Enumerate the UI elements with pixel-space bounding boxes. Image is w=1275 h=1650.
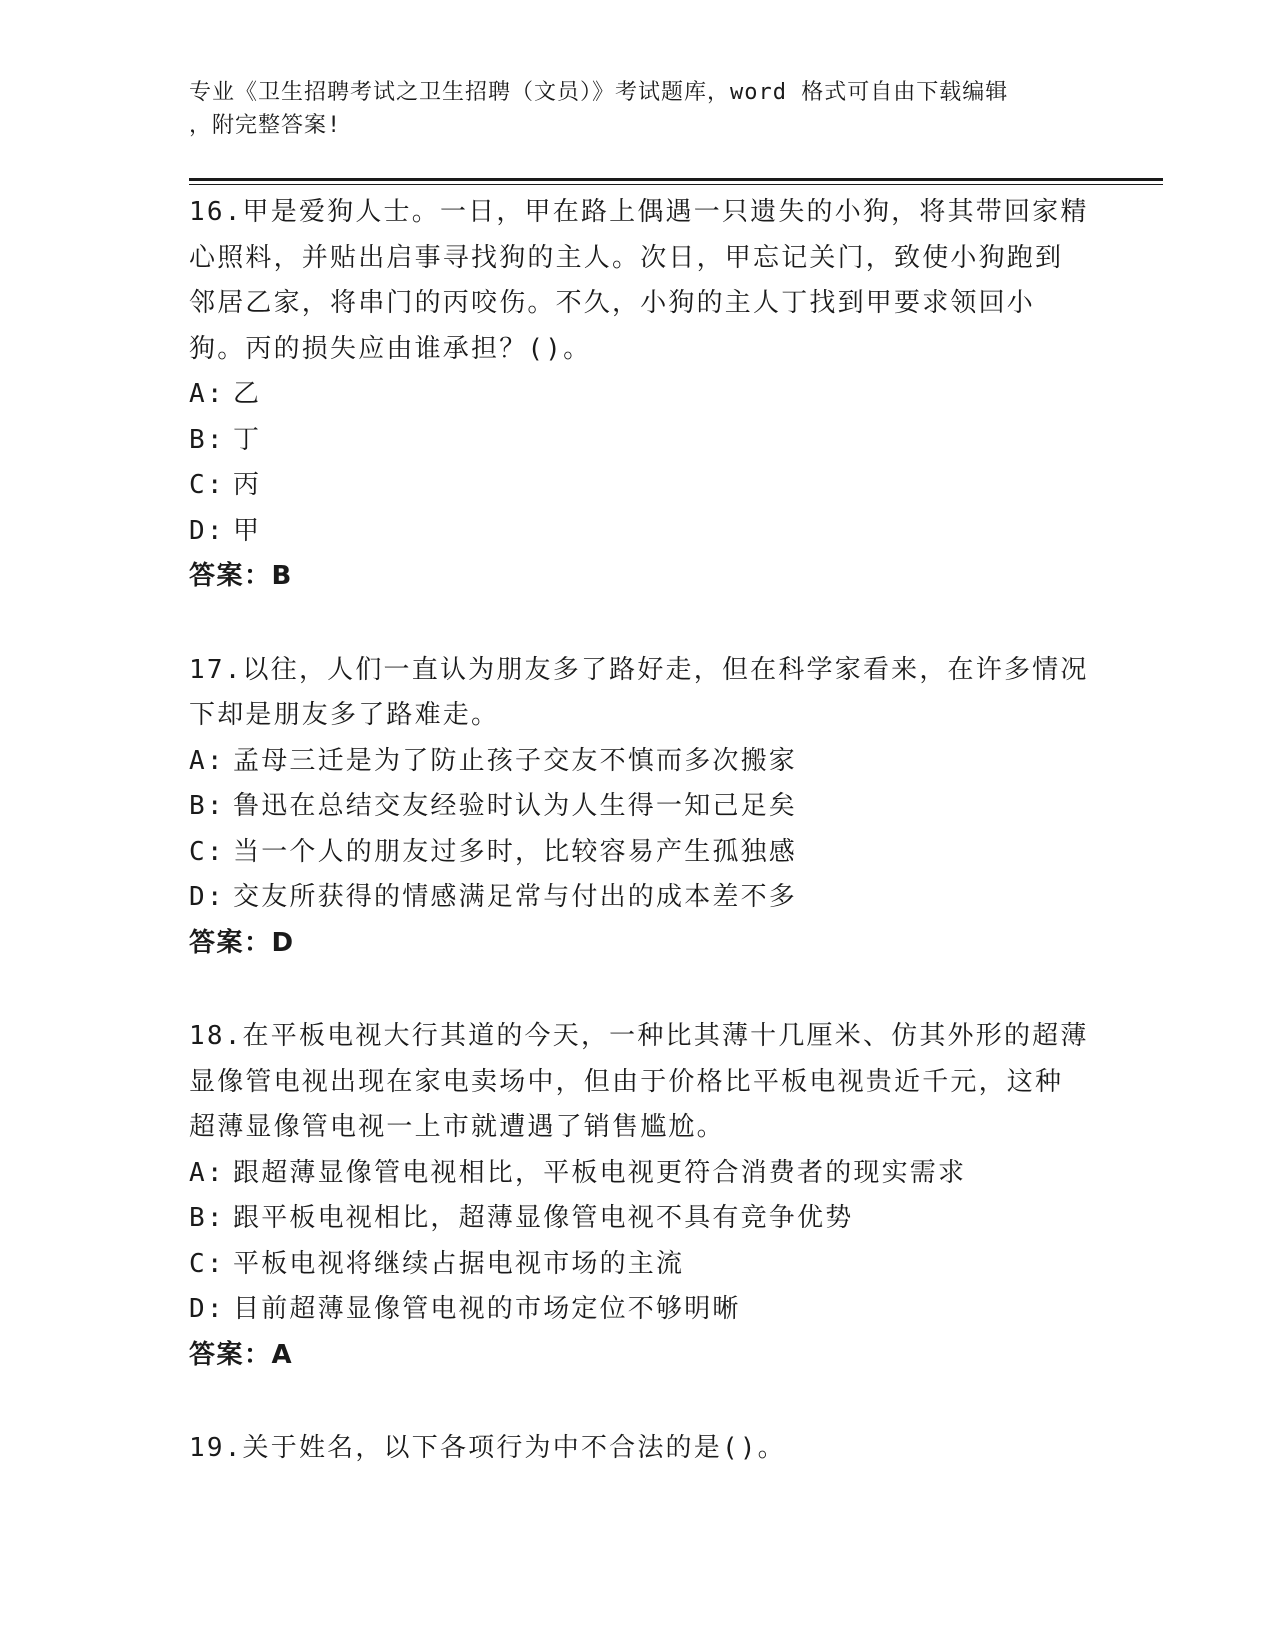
option-b [189, 1196, 1089, 1242]
option-letter: A: [189, 1157, 225, 1188]
question-17 [189, 648, 1089, 967]
option-a [189, 739, 1089, 785]
option-text: 孟母三迁是为了防止孩子交友不慎而多次搬家 [233, 745, 798, 776]
option-d [189, 509, 1089, 555]
option-text: 丁 [233, 424, 262, 455]
option-b [189, 784, 1089, 830]
option-letter: C: [189, 1248, 225, 1279]
option-text: 目前超薄显像管电视的市场定位不够明晰 [233, 1294, 741, 1324]
option-a [189, 372, 1089, 418]
option-a [189, 1151, 1089, 1197]
option-text: 鲁迅在总结交友经验时认为人生得一知己足矣 [233, 791, 798, 821]
option-letter: B: [189, 1203, 225, 1233]
option-text: 交友所获得的情感满足常与付出的成本差不多 [233, 882, 798, 912]
question-stem: 18.在平板电视大行其道的今天，一种比其薄十几厘米、仿其外形的超薄显像管电视出现在家电卖场中，但由于价格比平板电视贵近千元，这种超薄显像管电视一上市就遭遇了销售尴尬。 [189, 1021, 1089, 1142]
header-intro-line1: 专业《卫生招聘考试之卫生招聘（文员）》考试题库，word 格式可自由下载编辑 [189, 80, 1009, 105]
option-b [189, 418, 1089, 464]
option-letter: B: [189, 791, 225, 821]
option-text: 当一个人的朋友过多时，比较容易产生孤独感 [233, 836, 798, 867]
question-16 [189, 190, 1089, 600]
option-letter: A: [189, 379, 225, 409]
option-text: 跟超薄显像管电视相比，平板电视更符合消费者的现实需求 [233, 1157, 967, 1188]
option-letter: D: [189, 882, 225, 912]
header-rule-thin [189, 184, 1163, 185]
option-text: 乙 [233, 379, 262, 409]
question-stem: 19.关于姓名，以下各项行为中不合法的是()。 [189, 1433, 786, 1463]
option-d [189, 1287, 1089, 1333]
answer-line: 答案：A [189, 1339, 294, 1370]
answer-line: 答案：D [189, 927, 295, 958]
option-letter: D: [189, 515, 225, 546]
option-c [189, 1242, 1089, 1288]
option-d [189, 875, 1089, 921]
option-text: 平板电视将继续占据电视市场的主流 [233, 1248, 685, 1279]
option-c [189, 463, 1089, 509]
option-letter: D: [189, 1294, 225, 1324]
option-text: 甲 [233, 515, 262, 546]
question-list [189, 190, 1089, 1520]
question-19 [189, 1426, 1089, 1472]
option-text: 跟平板电视相比，超薄显像管电视不具有竞争优势 [233, 1203, 854, 1233]
document-header [189, 76, 1089, 142]
option-letter: C: [189, 836, 225, 867]
question-18 [189, 1014, 1089, 1378]
option-text: 丙 [233, 470, 262, 500]
option-letter: B: [189, 424, 225, 455]
header-intro-line2: ，附完整答案! [189, 113, 342, 138]
option-letter: A: [189, 745, 225, 776]
question-stem: 16.甲是爱狗人士。一日，甲在路上偶遇一只遗失的小狗，将其带回家精心照料，并贴出启事寻找狗的主人。次日，甲忘记关门，致使小狗跑到邻居乙家，将串门的丙咬伤。不久，小狗的主人丁找到甲要求领回小狗。丙的损失应由谁承担？()。 [189, 197, 1089, 364]
option-letter: C: [189, 470, 225, 500]
option-c [189, 830, 1089, 876]
answer-line: 答案：B [189, 561, 293, 591]
question-stem: 17.以往，人们一直认为朋友多了路好走，但在科学家看来，在许多情况下却是朋友多了路难走。 [189, 654, 1089, 730]
header-rule-thick [189, 178, 1163, 181]
